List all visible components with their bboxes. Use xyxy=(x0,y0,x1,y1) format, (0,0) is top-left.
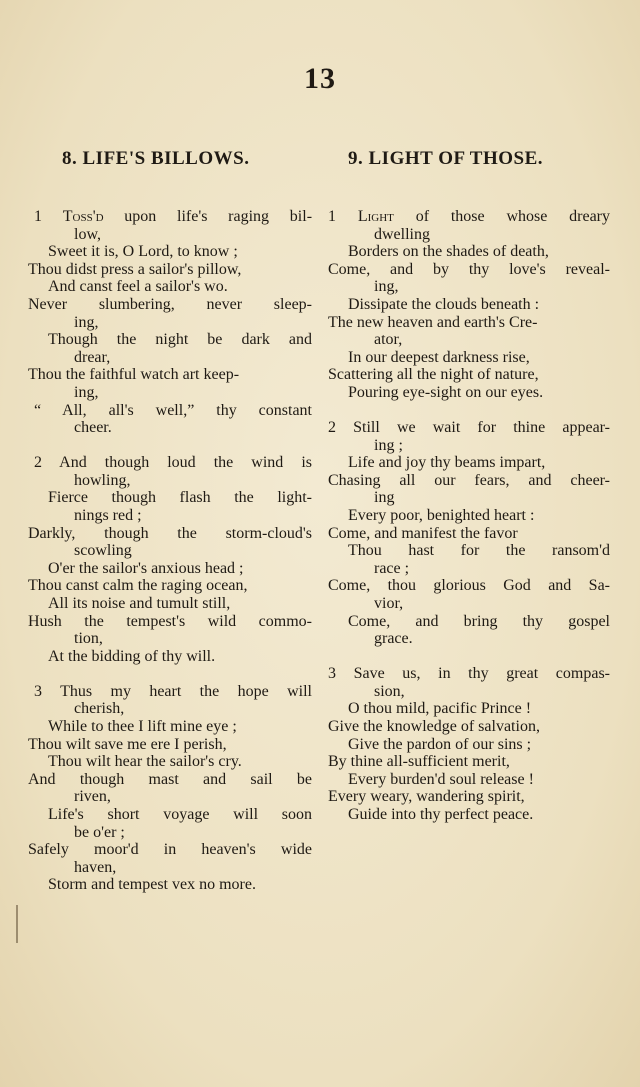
stanza-2 xyxy=(328,419,610,648)
verse-line: Come, and manifest the favor xyxy=(328,524,518,542)
verse-line: And canst feel a sailor's wo. xyxy=(48,278,228,296)
first-line-text: Save us, in thy great compas- xyxy=(353,665,611,683)
stanza-number: 2 xyxy=(34,454,42,472)
verse-line: haven, xyxy=(74,858,117,876)
verse-line: ing xyxy=(374,489,395,507)
verse-line: Safely moor'd in heaven's wide xyxy=(28,841,312,859)
verse-line: ing, xyxy=(374,278,399,296)
verse-line: Thou wilt save me ere I perish, xyxy=(28,735,227,753)
hymn-title: 9. LIGHT OF THOSE. xyxy=(348,148,544,169)
verse-line: low, xyxy=(74,225,101,243)
verse-line: dwelling xyxy=(374,225,430,243)
verse-line: ing, xyxy=(74,313,99,331)
verse-line: ing ; xyxy=(374,436,403,454)
verse-line: Thou the faithful watch art keep- xyxy=(28,366,240,384)
hymn-8 xyxy=(28,148,312,911)
verse-line: Thou canst calm the raging ocean, xyxy=(28,577,248,595)
verse-line: cherish, xyxy=(74,700,125,718)
verse-line: While to thee I lift mine eye ; xyxy=(48,718,237,736)
verse-line: By thine all-sufficient merit, xyxy=(328,753,510,771)
verse-line: grace. xyxy=(374,630,413,648)
stanza-3 xyxy=(28,683,312,894)
first-line xyxy=(28,683,312,701)
verse-line: riven, xyxy=(74,788,111,806)
verse-line: “ All, all's well,” thy constant xyxy=(34,401,312,419)
first-line-text: upon life's raging bil- xyxy=(124,208,313,225)
verse-line: Darkly, though the storm-cloud's xyxy=(28,524,312,542)
verse-line: Life's short voyage will soon xyxy=(48,806,312,823)
first-line-text: Thus my heart the hope will xyxy=(60,682,312,700)
verse-line: tion, xyxy=(74,630,103,648)
verse-line: Hush the tempest's wild commo- xyxy=(28,612,312,630)
verse-line: Never slumbering, never sleep- xyxy=(28,295,312,313)
first-line-text: of those whose dreary xyxy=(415,208,611,225)
verse-line: vior, xyxy=(374,594,404,612)
first-line xyxy=(328,419,610,437)
verse-line: All its noise and tumult still, xyxy=(48,594,231,612)
verse-line: Storm and tempest vex no more. xyxy=(48,876,256,894)
verse-line: be o'er ; xyxy=(74,823,125,841)
verse-line: nings red ; xyxy=(74,507,142,524)
verse-line: And though mast and sail be xyxy=(28,770,312,788)
verse-line: Borders on the shades of death, xyxy=(348,243,549,261)
verse-line: scowling xyxy=(74,542,132,560)
stanza-1 xyxy=(328,208,610,402)
verse-line: race ; xyxy=(374,559,410,577)
first-line-text: Still we wait for thine appear- xyxy=(353,419,611,437)
verse-line: cheer. xyxy=(74,419,112,437)
first-line xyxy=(28,454,312,472)
stanza-1 xyxy=(28,208,312,437)
verse-line: sion, xyxy=(374,682,405,700)
first-line xyxy=(328,208,610,226)
verse-line: Dissipate the clouds beneath : xyxy=(348,295,540,313)
verse-line: Though the night be dark and xyxy=(48,331,312,349)
stanza-number: 2 xyxy=(328,419,336,437)
verse-line: Fierce though flash the light- xyxy=(48,489,312,507)
verse-line: Every burden'd soul release ! xyxy=(348,770,534,788)
verse-line: Sweet it is, O Lord, to know ; xyxy=(48,243,238,261)
first-line xyxy=(328,665,610,683)
hymn-9 xyxy=(328,148,610,841)
stanza-number: 3 xyxy=(34,682,42,700)
verse-line: ator, xyxy=(374,331,403,349)
verse-line: Chasing all our fears, and cheer- xyxy=(328,471,610,489)
page-number: 13 xyxy=(304,62,336,95)
verse-line: At the bidding of thy will. xyxy=(48,647,216,665)
verse-line: In our deepest darkness rise, xyxy=(348,348,530,366)
first-line-text: And though loud the wind is xyxy=(59,454,312,472)
first-word: Toss'd xyxy=(62,208,104,225)
verse-line: ing, xyxy=(74,383,99,401)
first-word: Light xyxy=(357,208,394,225)
stanza-2 xyxy=(28,454,312,665)
verse-line: Guide into thy perfect peace. xyxy=(348,806,534,823)
stanza-number: 1 xyxy=(328,208,336,225)
hymn-title: 8. LIFE'S BILLOWS. xyxy=(62,148,250,169)
verse-line: O thou mild, pacific Prince ! xyxy=(348,700,532,718)
verse-line: Come, thou glorious God and Sa- xyxy=(328,577,610,595)
verse-line: O'er the sailor's anxious head ; xyxy=(48,559,244,577)
verse-line: howling, xyxy=(74,471,131,489)
verse-line: Scattering all the night of nature, xyxy=(328,366,539,384)
verse-line: Thou wilt hear the sailor's cry. xyxy=(48,753,242,771)
verse-line: Come, and by thy love's reveal- xyxy=(328,260,610,278)
verse-line: Thou hast for the ransom'd xyxy=(348,542,610,560)
verse-line: The new heaven and earth's Cre- xyxy=(328,313,538,331)
verse-line: Thou didst press a sailor's pillow, xyxy=(28,260,242,278)
first-line xyxy=(28,208,312,226)
stanza-3 xyxy=(328,665,610,823)
verse-line: Life and joy thy beams impart, xyxy=(348,454,546,472)
verse-line: Pouring eye-sight on our eyes. xyxy=(348,383,544,401)
verse-line: Every poor, benighted heart : xyxy=(348,507,535,524)
stanza-number: 3 xyxy=(328,665,336,683)
verse-line: Every weary, wandering spirit, xyxy=(328,788,525,806)
margin-mark xyxy=(16,905,18,943)
verse-line: Give the pardon of our sins ; xyxy=(348,735,532,753)
verse-line: drear, xyxy=(74,348,111,366)
stanza-number: 1 xyxy=(34,208,42,225)
verse-line: Give the knowledge of salvation, xyxy=(328,718,540,736)
verse-line: Come, and bring thy gospel xyxy=(348,612,610,630)
